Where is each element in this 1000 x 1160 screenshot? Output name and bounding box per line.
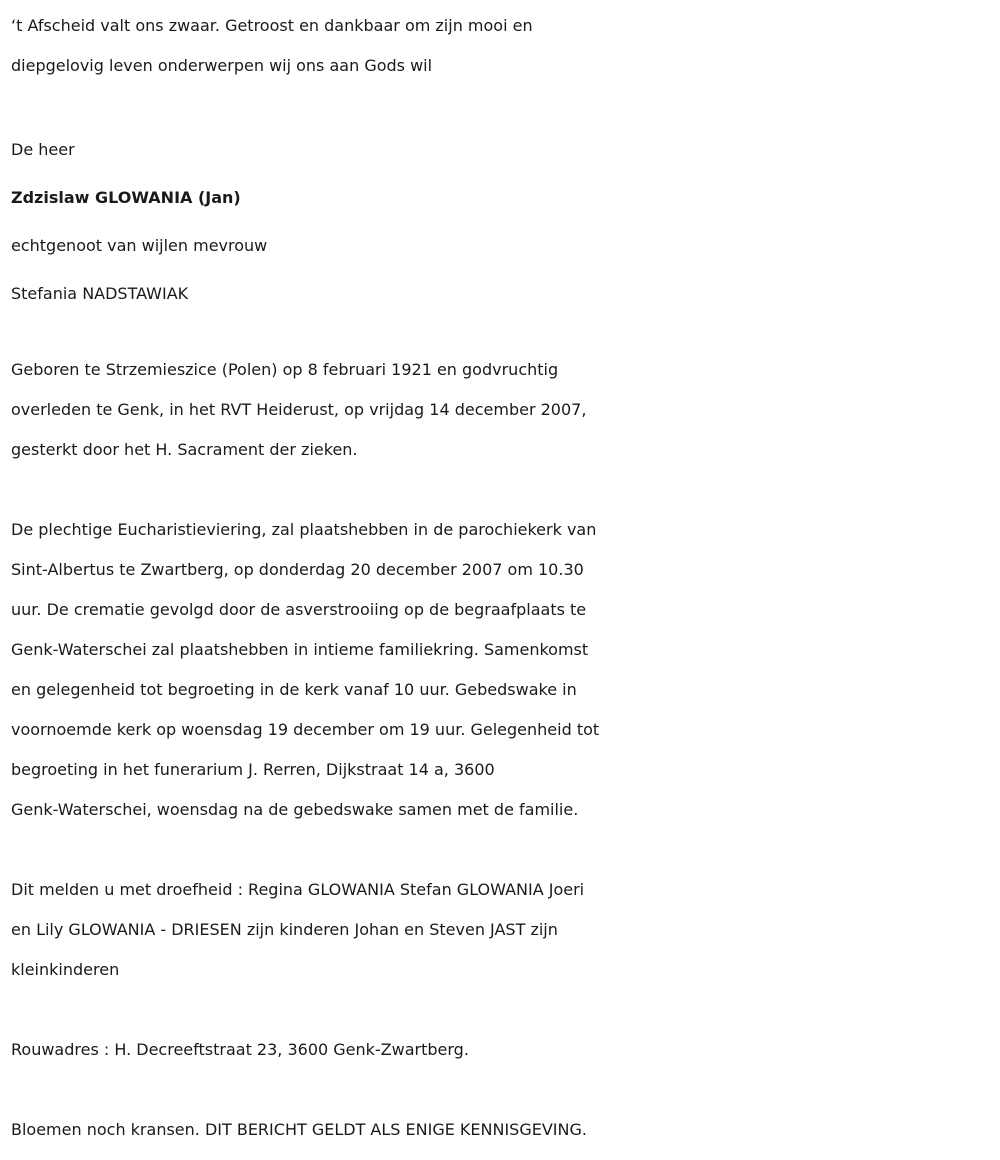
intro-line: ‘t Afscheid valt ons zwaar. Getroost en dankbaar om zijn mooi en (11, 16, 533, 35)
intro-paragraph (11, 6, 991, 86)
ceremony-line: Genk-Waterschei zal plaatshebben in intieme familiekring. Samenkomst (11, 640, 589, 659)
birth-death-line: Geboren te Strzemieszice (Polen) op 8 februari 1921 en godvruchtig (11, 360, 559, 379)
family-line: kleinkinderen (11, 960, 120, 979)
ceremony-line: De plechtige Eucharistieviering, zal plaatshebben in de parochiekerk van (11, 520, 597, 539)
closing-notice: Bloemen noch kransen. DIT BERICHT GELDT ALS ENIGE KENNISGEVING. (11, 1120, 587, 1139)
ceremony-line: Genk-Waterschei, woensdag na de gebedswake samen met de familie. (11, 800, 579, 819)
intro-line: diepgelovig leven onderwerpen wij ons aan Gods wil (11, 56, 433, 75)
mourning-address: Rouwadres : H. Decreeftstraat 23, 3600 Genk-Zwartberg. (11, 1040, 469, 1059)
death-notice (11, 6, 991, 1150)
ceremony-paragraph (11, 510, 991, 830)
deceased-block (11, 126, 991, 318)
birth-death-line: gesterkt door het H. Sacrament der zieken. (11, 440, 358, 459)
salutation: De heer (11, 140, 75, 159)
birth-death-line: overleden te Genk, in het RVT Heiderust, op vrijdag 14 december 2007, (11, 400, 587, 419)
ceremony-line: voornoemde kerk op woensdag 19 december om 19 uur. Gelegenheid tot (11, 720, 600, 739)
ceremony-line: Sint-Albertus te Zwartberg, op donderdag 20 december 2007 om 10.30 (11, 560, 584, 579)
family-line: en Lily GLOWANIA - DRIESEN zijn kinderen Johan en Steven JAST zijn (11, 920, 558, 939)
ceremony-line: en gelegenheid tot begroeting in de kerk vanaf 10 uur. Gebedswake in (11, 680, 577, 699)
ceremony-line: begroeting in het funerarium J. Rerren, Dijkstraat 14 a, 3600 (11, 760, 495, 779)
family-paragraph (11, 870, 991, 990)
spouse-name: Stefania NADSTAWIAK (11, 284, 189, 303)
family-line: Dit melden u met droefheid : Regina GLOWANIA Stefan GLOWANIA Joeri (11, 880, 585, 899)
birth-death-paragraph (11, 350, 991, 470)
relation-text: echtgenoot van wijlen mevrouw (11, 236, 268, 255)
ceremony-line: uur. De crematie gevolgd door de asverstrooiing op de begraafplaats te (11, 600, 587, 619)
deceased-name: Zdzislaw GLOWANIA (Jan) (11, 188, 241, 207)
